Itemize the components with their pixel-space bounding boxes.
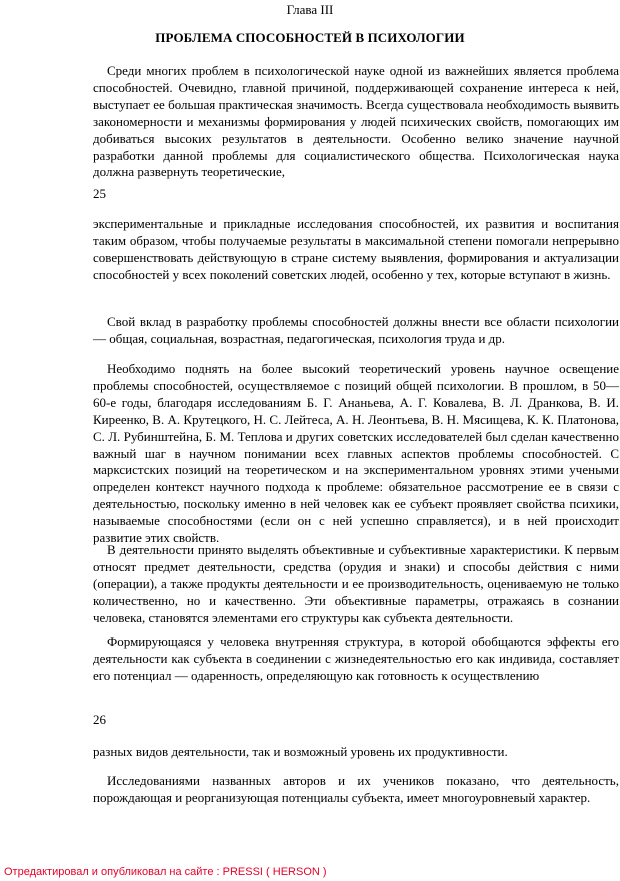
page-number-25: 25: [93, 186, 106, 201]
page-number-26: 26: [93, 712, 106, 727]
paragraph-7: разных видов деятельности, так и возможный уровень их продуктивности.: [93, 744, 508, 759]
paragraph-8: Исследованиями названных авторов и их учеников показано, что деятельность, порождающая и реорганизующая потенциалы субъекта, имеет многоуровневый характер.: [93, 773, 619, 805]
paragraph-1: Среди многих проблем в психологической науке одной из важнейших является проблема способностей. Очевидно, главной причиной, поддерживающей сохранение интереса к ней, выступает ее большая практическая значимость. Всегда существовала необходимость выявить закономерности и механизмы формирования у людей психических свойств, помогающих им добиваться высоких результатов в деятельности. Особенно велико значение научной разработки данной проблемы для социалистического общества. Психологическая наука должна развернуть теоретические,: [93, 63, 619, 180]
paragraph-4: Необходимо поднять на более высокий теоретический уровень научное освещение проблемы способностей, осуществляемое с позиций общей психологии. В прошлом, в 50—60-е годы, благодаря исследованиям Б. Г. Ананьева, А. Г. Ковалева, В. Л. Дранкова, В. И. Киреенко, В. А. Крутецкого, Н. С. Лейтеса, А. Н. Леонтьева, В. Н. Мясищева, К. К. Платонова, С. Л. Рубинштейна, Б. М. Теплова и других советских исследователей был сделан качественно важный шаг в научном понимании всех главных аспектов проблемы способностей. С марксистских позиций на теоретическом и на экспериментальном уровнях этими учеными определен контекст научного подхода к проблеме: обязательное рассмотрение ее в связи с деятельностью, поскольку именно в ней человек как ее субъект проявляет свойства психики, называемые способностями (если он с ней успешно справляется), и в ней происходит развитие этих свойств.: [93, 361, 619, 546]
footer-credit-link[interactable]: Отредактировал и опубликовал на сайте : PRESSI ( HERSON ): [4, 866, 327, 878]
paragraph-3: Свой вклад в разработку проблемы способностей должны внести все области психологии — общая, социальная, возрастная, педагогическая, психология труда и др.: [93, 314, 619, 346]
chapter-label: Глава III: [286, 2, 334, 17]
paragraph-6: Формирующаяся у человека внутренняя структура, в которой обобщаются эффекты его деятельности как субъекта в соединении с жизнедеятельностью его как индивида, составляет его потенциал — одаренность, определяющую как готовность к осуществлению: [93, 634, 619, 683]
paragraph-2: экспериментальные и прикладные исследования способностей, их развития и воспитания таким образом, чтобы получаемые результаты в максимальной степени помогали непрерывно совершенствовать действующую в стране систему выявления, формирования и актуализации способностей у всех поколений советских людей, особенно у тех, которые вступают в жизнь.: [93, 216, 619, 282]
paragraph-5: В деятельности принято выделять объективные и субъективные характеристики. К первым относят предмет деятельности, средства (орудия и знаки) и способы действия с ними (операции), а также продукты деятельности и ее производительность, оцениваемую не только количественно, но и качественно. Эти объективные параметры, отражаясь в сознании человека, становятся элементами его структуры как субъекта деятельности.: [93, 542, 619, 625]
chapter-title: ПРОБЛЕМА СПОСОБНОСТЕЙ В ПСИХОЛОГИИ: [155, 30, 465, 45]
